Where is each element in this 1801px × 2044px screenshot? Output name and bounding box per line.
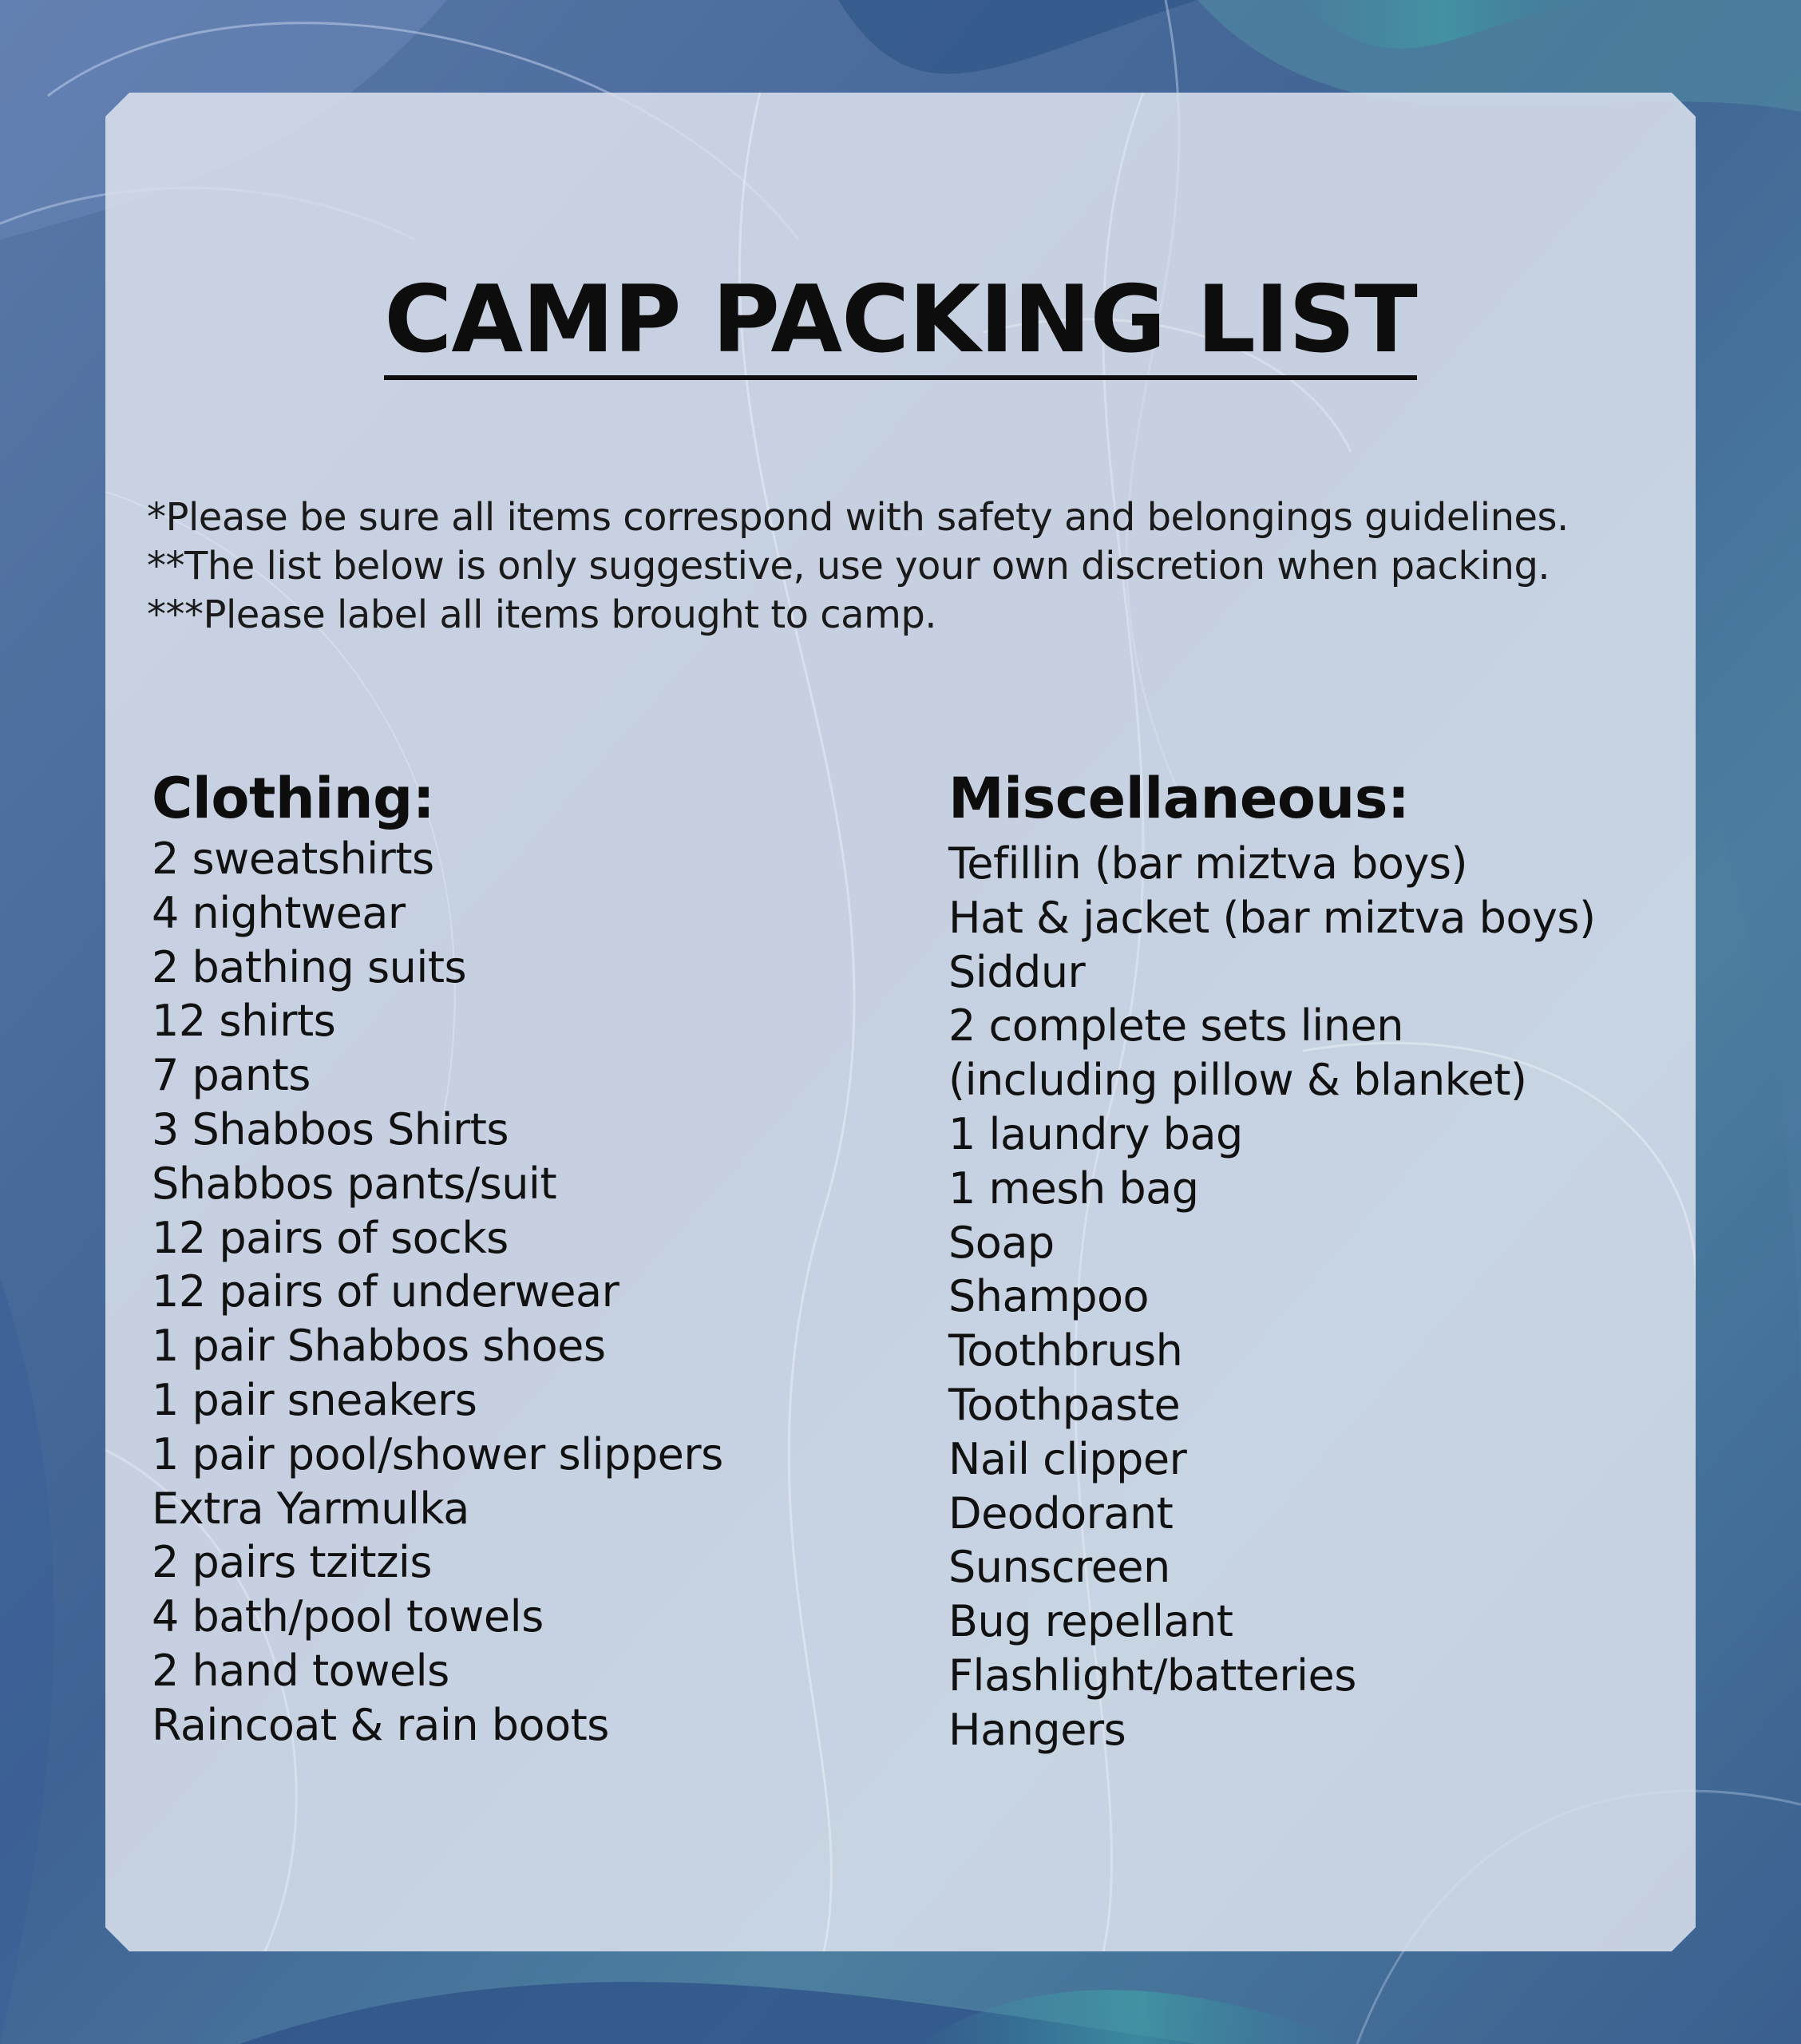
list-item: 2 complete sets linen <box>948 1000 1403 1052</box>
list-item: (including pillow & blanket) <box>948 1055 1527 1106</box>
list-item: Deodorant <box>948 1487 1174 1539</box>
list-item: 1 mesh bag <box>948 1163 1199 1214</box>
list-item: 12 pairs of socks <box>152 1212 509 1263</box>
note-1: *Please be sure all items correspond with safety and belongings guidelines. <box>147 495 1569 540</box>
list-item: 1 pair sneakers <box>152 1374 477 1425</box>
list-item: Toothbrush <box>948 1325 1183 1377</box>
list-item: 3 Shabbos Shirts <box>152 1103 509 1155</box>
miscellaneous-list <box>948 837 1715 1757</box>
notes <box>147 493 1680 640</box>
list-item: Hat & jacket (bar miztva boys) <box>948 892 1596 943</box>
list-item: Sunscreen <box>948 1542 1170 1593</box>
list-item: Tefillin (bar miztva boys) <box>948 838 1468 889</box>
list-item: 1 pair pool/shower slippers <box>152 1428 723 1480</box>
clothing-section <box>152 765 902 1753</box>
clothing-heading: Clothing: <box>152 766 435 831</box>
page-title <box>0 268 1801 372</box>
list-item: Shampoo <box>948 1271 1150 1322</box>
list-item: Siddur <box>948 946 1086 997</box>
list-item: Soap <box>948 1217 1055 1268</box>
clothing-list <box>152 832 902 1753</box>
list-item: Shabbos pants/suit <box>152 1158 557 1209</box>
list-item: Nail clipper <box>948 1433 1187 1484</box>
list-item: 2 hand towels <box>152 1645 449 1696</box>
list-item: 7 pants <box>152 1050 311 1101</box>
list-item: Bug repellant <box>948 1596 1233 1647</box>
list-item: 4 bath/pool towels <box>152 1591 544 1642</box>
list-item: 2 sweatshirts <box>152 834 434 884</box>
list-item: Toothpaste <box>948 1379 1181 1430</box>
list-item: Extra Yarmulka <box>152 1483 469 1534</box>
note-2: **The list below is only suggestive, use your own discretion when packing. <box>147 544 1550 588</box>
list-item: Flashlight/batteries <box>948 1650 1356 1701</box>
miscellaneous-section <box>948 765 1715 1757</box>
note-3: ***Please label all items brought to camp. <box>147 592 937 637</box>
list-item: 2 pairs tzitzis <box>152 1537 433 1588</box>
list-item: 2 bathing suits <box>152 941 467 992</box>
list-item: 12 shirts <box>152 996 336 1047</box>
list-item: 12 pairs of underwear <box>152 1266 619 1317</box>
list-item: Raincoat & rain boots <box>152 1699 609 1750</box>
list-item: 4 nightwear <box>152 887 406 938</box>
list-item: Hangers <box>948 1704 1126 1755</box>
list-item: 1 pair Shabbos shoes <box>152 1321 606 1372</box>
page-title-text: CAMP PACKING LIST <box>384 266 1417 380</box>
list-item: 1 laundry bag <box>948 1108 1243 1159</box>
miscellaneous-heading: Miscellaneous: <box>948 766 1410 831</box>
